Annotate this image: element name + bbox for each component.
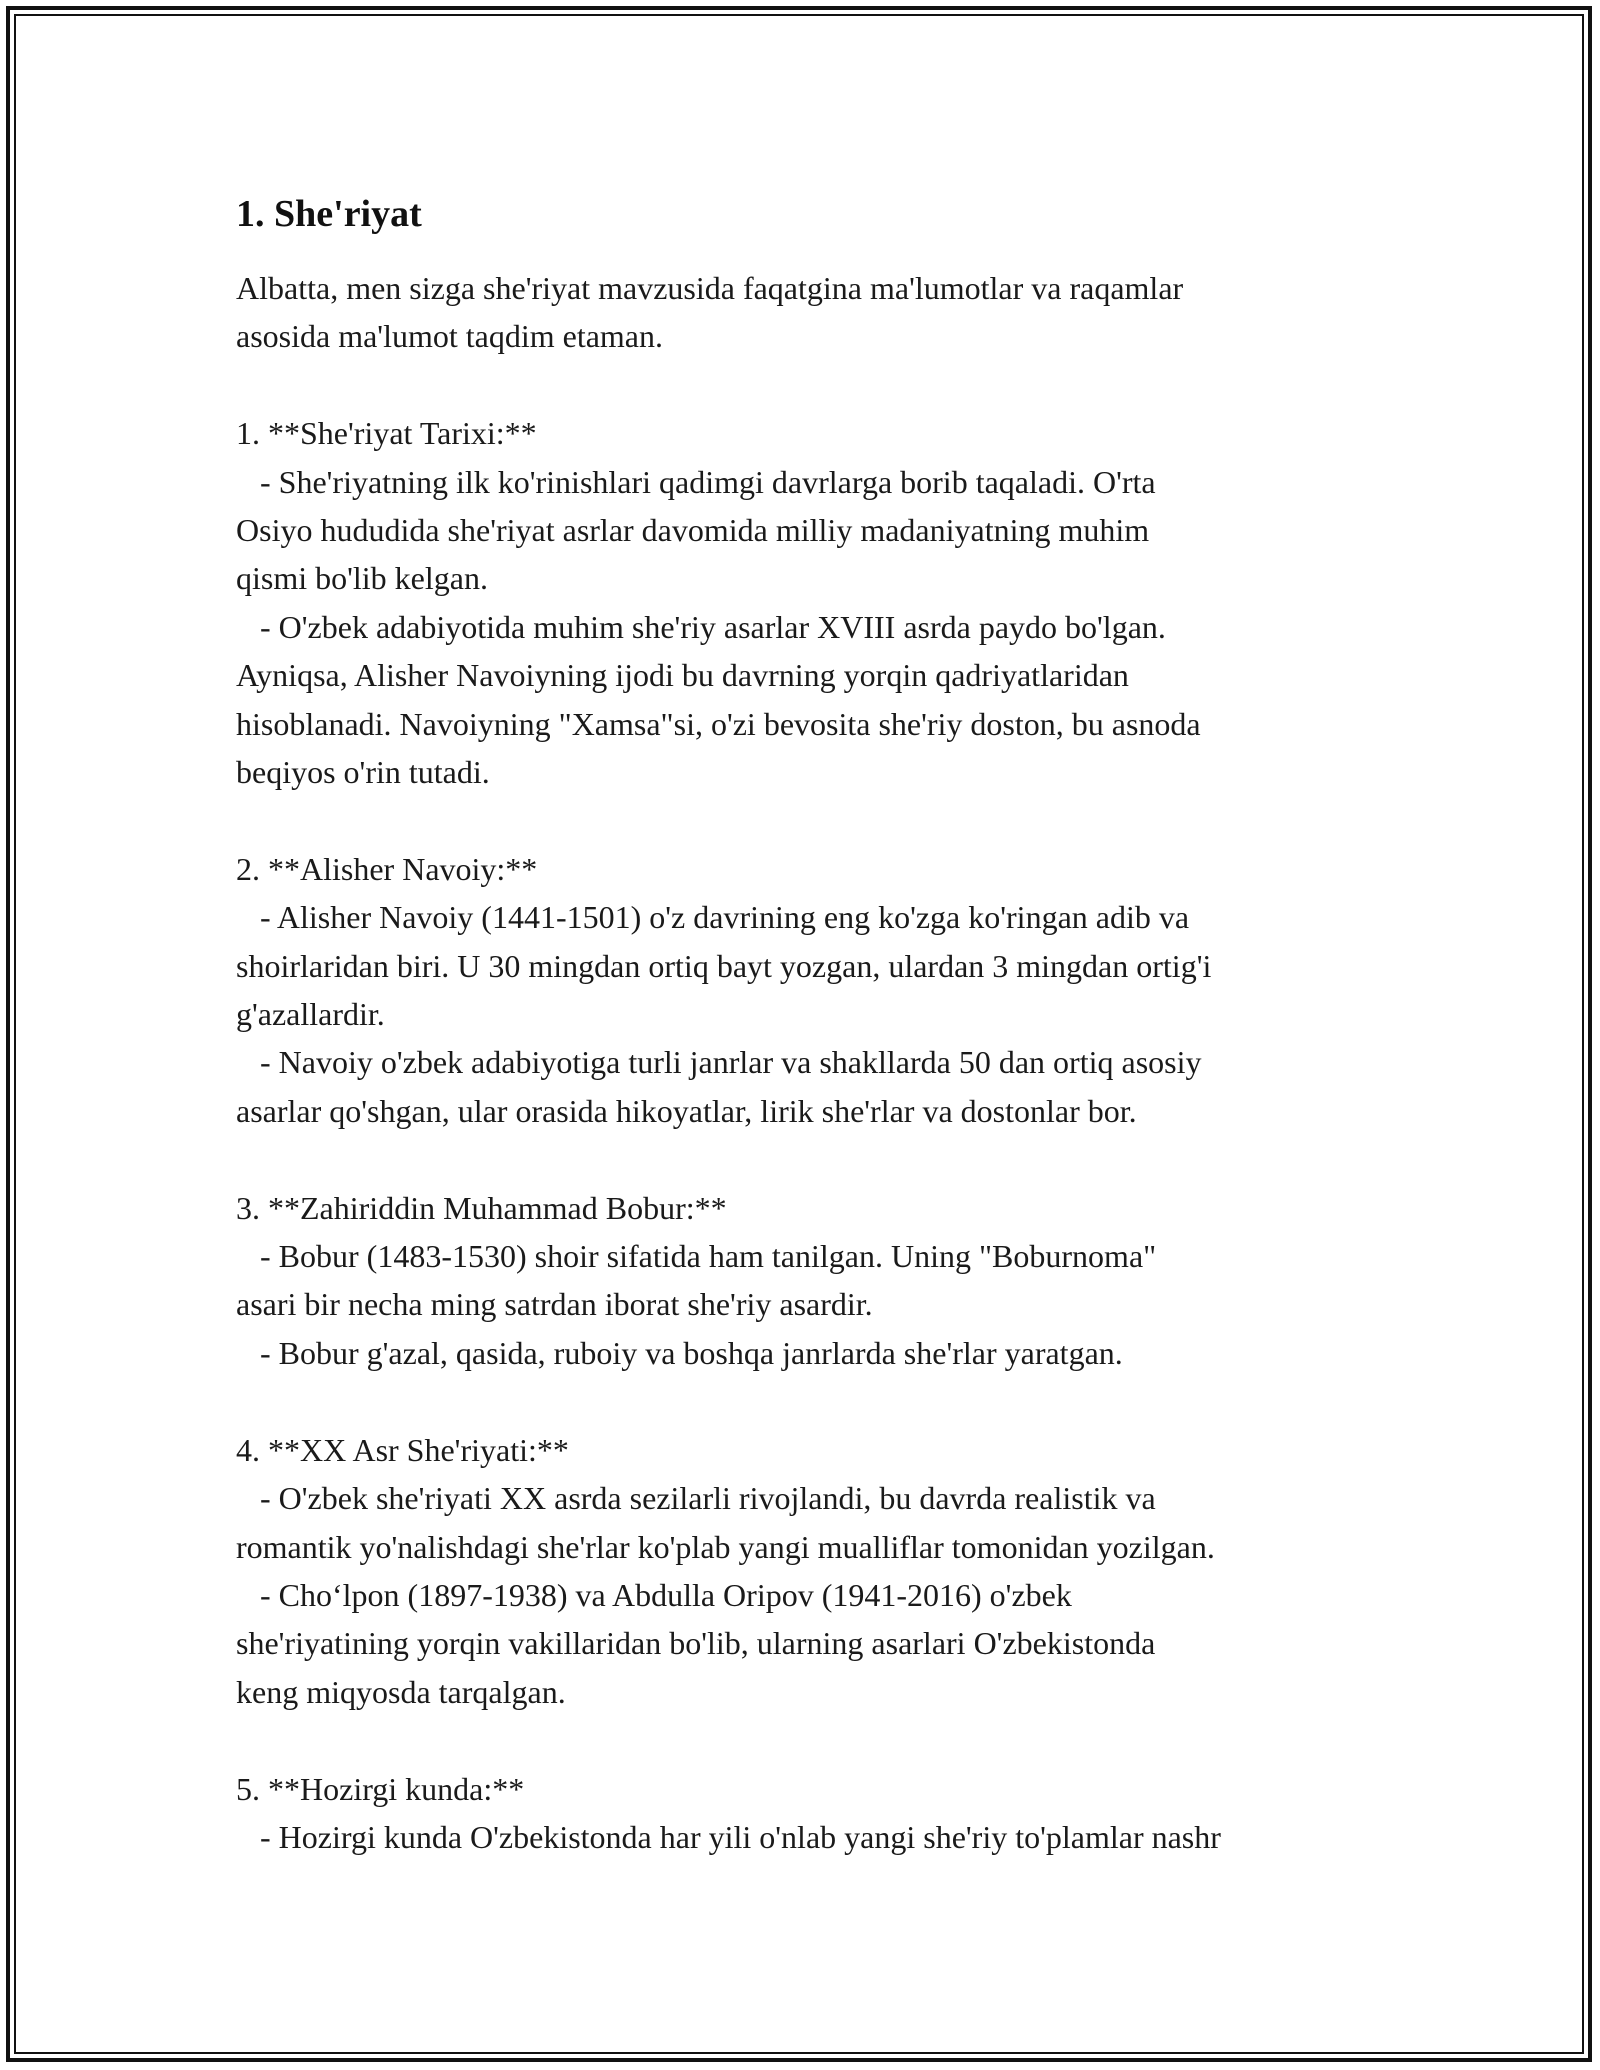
text-line <box>236 361 1386 409</box>
text-line <box>236 796 1386 844</box>
text-line: - O'zbek adabiyotida muhim she'riy asarlar XVIII asrda paydo bo'lgan. <box>236 608 1166 645</box>
text-line: 5. **Hozirgi kunda:** <box>236 1770 525 1807</box>
text-line: Ayniqsa, Alisher Navoiyning ijodi bu davrning yorqin qadriyatlaridan <box>236 657 1129 694</box>
text-line <box>236 1716 1386 1764</box>
text-line <box>236 1135 1386 1183</box>
section-heading: 1. She'riyat <box>236 193 422 235</box>
text-line: - Bobur (1483-1530) shoir sifatida ham tanilgan. Uning "Boburnoma" <box>236 1238 1157 1275</box>
text-line: 3. **Zahiriddin Muhammad Bobur:** <box>236 1189 727 1226</box>
text-line: romantik yo'nalishdagi she'rlar ko'plab yangi mualliflar tomonidan yozilgan. <box>236 1528 1215 1565</box>
text-line <box>236 1377 1386 1425</box>
text-line: asarlar qo'shgan, ular orasida hikoyatlar, lirik she'rlar va dostonlar bor. <box>236 1092 1137 1129</box>
text-line: - O'zbek she'riyati XX asrda sezilarli rivojlandi, bu davrda realistik va <box>236 1480 1156 1517</box>
text-line: Albatta, men sizga she'riyat mavzusida faqatgina ma'lumotlar va raqamlar <box>236 270 1184 306</box>
text-line: - She'riyatning ilk ko'rinishlari qadimgi davrlarga borib taqaladi. O'rta <box>236 463 1156 500</box>
text-line: asosida ma'lumot taqdim etaman. <box>236 318 663 355</box>
text-line: hisoblanadi. Navoiyning "Xamsa"si, o'zi bevosita she'riy doston, bu asnoda <box>236 705 1201 742</box>
document-body <box>236 264 1386 1861</box>
text-line: - Hozirgi kunda O'zbekistonda har yili o'nlab yangi she'riy to'plamlar nashr <box>236 1818 1221 1855</box>
text-line: - Bobur g'azal, qasida, ruboiy va boshqa janrlarda she'rlar yaratgan. <box>236 1334 1123 1371</box>
text-line: 2. **Alisher Navoiy:** <box>236 850 538 887</box>
text-line: - Choʻlpon (1897-1938) va Abdulla Oripov (1941-2016) o'zbek <box>236 1576 1072 1613</box>
document-content <box>236 190 1386 1861</box>
text-line: 1. **She'riyat Tarixi:** <box>236 415 537 452</box>
text-line: Osiyo hududida she'riyat asrlar davomida milliy madaniyatning muhim <box>236 512 1150 549</box>
text-line: asari bir necha ming satrdan iborat she'riy asardir. <box>236 1286 873 1323</box>
text-line: shoirlaridan biri. U 30 mingdan ortiq bayt yozgan, ulardan 3 mingdan ortig'i <box>236 947 1212 984</box>
text-line: - Navoiy o'zbek adabiyotiga turli janrlar va shakllarda 50 dan ortiq asosiy <box>236 1044 1202 1081</box>
text-line: g'azallardir. <box>236 996 385 1033</box>
text-line: 4. **XX Asr She'riyati:** <box>236 1431 569 1468</box>
text-line: qismi bo'lib kelgan. <box>236 560 488 597</box>
text-line: keng miqyosda tarqalgan. <box>236 1673 566 1710</box>
text-line: she'riyatining yorqin vakillaridan bo'lib, ularning asarlari O'zbekistonda <box>236 1625 1156 1662</box>
text-line: - Alisher Navoiy (1441-1501) o'z davrining eng ko'zga ko'ringan adib va <box>236 899 1190 936</box>
text-line: beqiyos o'rin tutadi. <box>236 754 490 791</box>
